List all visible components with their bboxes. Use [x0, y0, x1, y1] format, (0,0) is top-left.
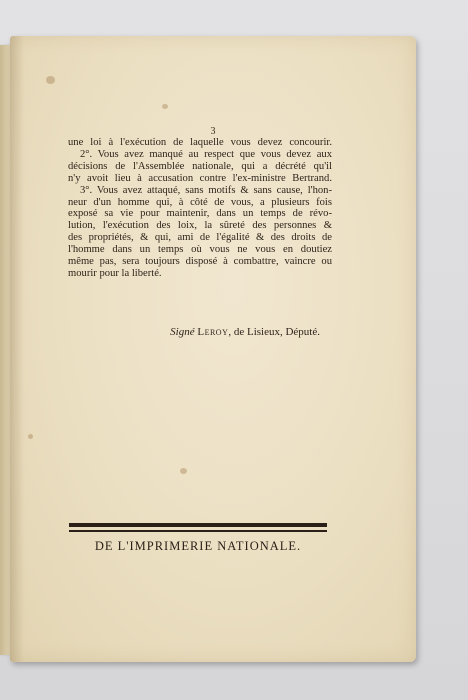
imprint-rule-thin — [69, 530, 327, 532]
text-line: même pas, sera toujours disposé à combattre, vaincre ou — [68, 256, 332, 268]
text-line: l'homme dans un temps où vous ne vous en doutiez — [68, 244, 332, 256]
text-line: 3°. Vous avez attaqué, sans motifs & sans cause, l'hon- — [80, 184, 332, 196]
text-line: lution, l'exécution des loix, la sûreté des personnes & — [68, 220, 332, 232]
printer-imprint: DE L'IMPRIMERIE NATIONALE. — [94, 539, 302, 553]
foxing-spot — [180, 468, 187, 474]
text-line: une loi à l'exécution de laquelle vous devez concourir. — [68, 137, 332, 148]
text-line: exposé sa vie pour maintenir, dans un temps de révo- — [68, 208, 332, 220]
text-line: décisions de l'Assemblée nationale, qui a décrété qu'il — [68, 160, 332, 172]
page-number: 3 — [210, 126, 216, 137]
foxing-spot — [162, 104, 168, 109]
imprint-rule-thick — [69, 523, 327, 527]
signature-line — [10, 326, 320, 338]
signer-name: Leroy — [197, 326, 229, 338]
text-line: n'y avoit lieu à accusation contre l'ex-ministre Bertrand. — [68, 172, 332, 184]
text-line: mourir pour la liberté. — [68, 267, 162, 279]
text-line: 2°. Vous avez manqué au respect que vous devez aux — [80, 148, 332, 160]
foxing-spot — [46, 76, 55, 84]
text-line: des propriétés, & qui, ami de l'égalité & des droits de — [68, 232, 332, 244]
foxing-spot — [28, 434, 33, 439]
signer-details: , de Lisieux, Député. — [228, 326, 320, 338]
text-line: neur d'un homme qui, à côté de vous, a plusieurs fois — [68, 196, 332, 208]
document-page — [10, 36, 416, 662]
body-text — [68, 137, 332, 280]
signed-word: Signé — [170, 326, 195, 338]
